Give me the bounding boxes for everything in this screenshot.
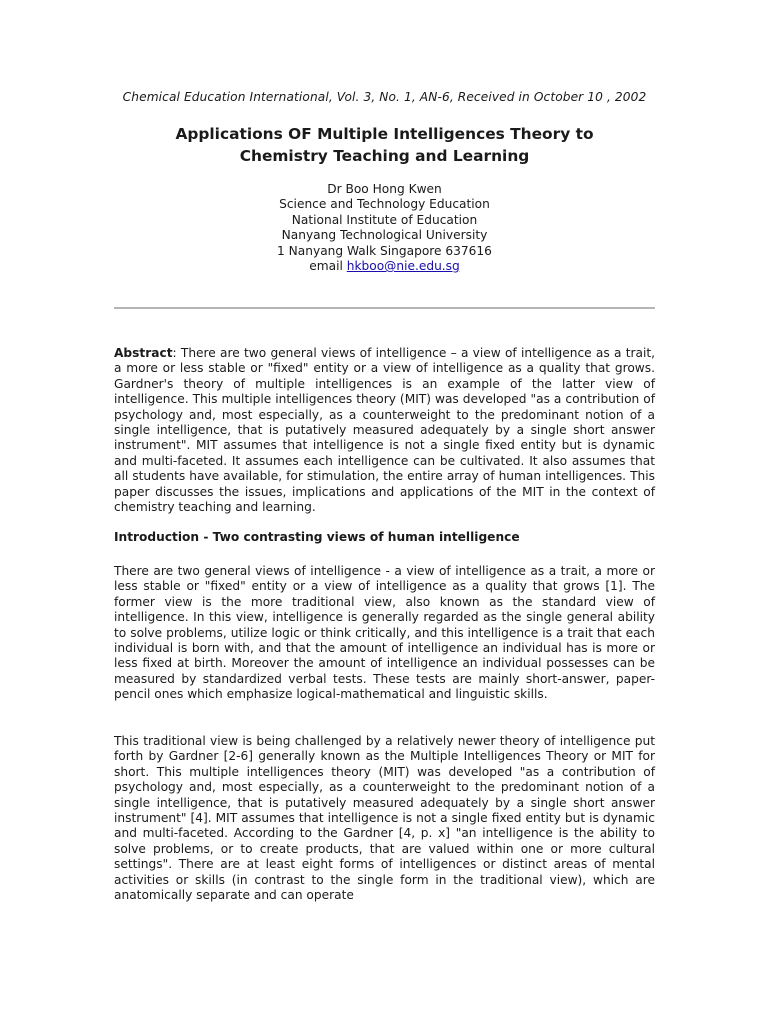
journal-citation-line: Chemical Education International, Vol. 3, No. 1, AN-6, Received in October 10 , 2002 xyxy=(122,90,647,104)
abstract-label: Abstract xyxy=(114,346,173,360)
section-divider xyxy=(114,307,655,309)
author-email-line xyxy=(114,259,655,274)
email-link[interactable]: hkboo@nie.edu.sg xyxy=(346,259,460,274)
abstract-paragraph xyxy=(114,346,655,515)
author-address-line: 1 Nanyang Walk Singapore 637616 xyxy=(277,243,492,258)
author-affiliation-line: Nanyang Technological University xyxy=(281,228,488,243)
email-label: email xyxy=(309,259,343,274)
abstract-text: : There are two general views of intelligence – a view of intelligence as a trait, a more or less stable or "fixed" entity or a view of intelligence as a quality that grows. Gardner's theory of multiple intelligences is an example of the latter view of intelligence. This multiple intelligences theory (MIT) was developed "as a contribution of psychology and, most especially, as a counterweight to the predominant notion of a single intelligence, that is putatively measured adequately by a single short answer instrument". MIT assumes that intelligence is not a single fixed entity but is dynamic and multi-faceted. It assumes each intelligence can be cultivated. It also assumes that all students have available, for stimulation, the entire array of human intelligences. This paper discusses the issues, implications and applications of the MIT in the context of chemistry teaching and learning. xyxy=(114,346,655,515)
author-name: Dr Boo Hong Kwen xyxy=(327,182,442,196)
paper-title xyxy=(114,123,655,167)
introduction-heading: Introduction - Two contrasting views of human intelligence xyxy=(114,530,520,544)
author-affiliation-line: National Institute of Education xyxy=(291,212,478,227)
author-block xyxy=(114,182,655,274)
paper-title-line-1: Applications OF Multiple Intelligences Theory to xyxy=(175,125,594,143)
author-affiliation-line: Science and Technology Education xyxy=(279,197,490,212)
introduction-paragraph-1: There are two general views of intelligence - a view of intelligence as a trait, a more or less stable or "fixed" entity or a view of intelligence as a quality that grows [1]. The former view is the more traditional view, also known as the standard view of intelligence. In this view, intelligence is generally regarded as the single general ability to solve problems, utilize logic or think critically, and this intelligence is a trait that each individual is born with, and that the amount of intelligence an individual has is more or less fixed at birth. Moreover the amount of intelligence an individual possesses can be measured by standardized verbal tests. These tests are mainly short-answer, paper-pencil ones which emphasize logical-mathematical and linguistic skills. xyxy=(114,564,655,702)
introduction-paragraph-2: This traditional view is being challenged by a relatively newer theory of intelligence put forth by Gardner [2-6] generally known as the Multiple Intelligences Theory or MIT for short. This multiple intelligences theory (MIT) was developed "as a contribution of psychology and, most especially, as a counterweight to the predominant notion of a single intelligence, that is putatively measured adequately by a single short answer instrument" [4]. MIT assumes that intelligence is not a single fixed entity but is dynamic and multi-faceted. According to the Gardner [4, p. x] "an intelligence is the ability to solve problems, or to create products, that are valued within one or more cultural settings". There are at least eight forms of intelligences or distinct areas of mental activities or skills (in contrast to the single form in the traditional view), which are anatomically separate and can operate xyxy=(114,734,655,903)
paper-title-line-2: Chemistry Teaching and Learning xyxy=(239,147,530,165)
